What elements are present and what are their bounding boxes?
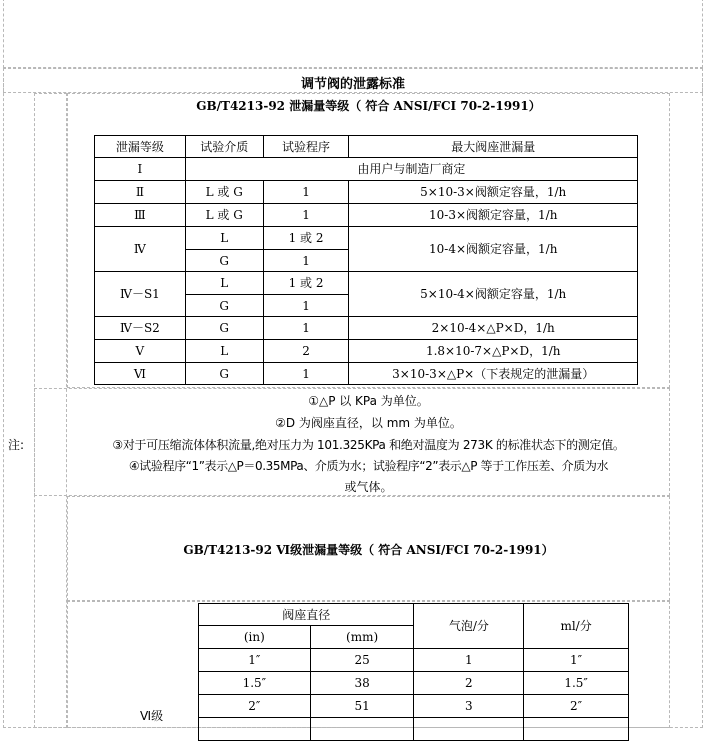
bubbles-cell: 2 (414, 672, 524, 695)
empty-cell (414, 718, 524, 741)
procedure-cell: 1 或 2 (263, 227, 349, 250)
note-line: ③对于可压缩流体体积流量,绝对压力为 101.325KPa 和绝对温度为 273K 的标准状态下的测定值。 (112, 438, 625, 452)
ml-cell: 1″ (524, 649, 629, 672)
medium-cell: L (185, 340, 263, 363)
note-line: ②D 为阀座直径，以 mm 为单位。 (275, 416, 462, 430)
table-row-partial (199, 718, 629, 741)
table-row (95, 204, 638, 227)
leak-class-cell: Ⅳ－S2 (95, 317, 186, 340)
header-ml-per-min: ml/分 (524, 604, 629, 649)
diameter-mm-cell: 25 (310, 649, 414, 672)
procedure-cell: 1 (263, 295, 349, 317)
medium-cell: L (185, 227, 263, 250)
procedure-cell: 1 (263, 181, 349, 204)
empty-cell (524, 718, 629, 741)
medium-cell: L (185, 272, 263, 295)
leak-class-cell: Ⅴ (95, 340, 186, 363)
bubbles-cell: 1 (414, 649, 524, 672)
header-mm: (mm) (310, 626, 414, 649)
notes-label: 注: (8, 438, 25, 452)
table2-header-row (199, 604, 629, 626)
leak-class-cell: Ⅰ (95, 158, 186, 181)
leak-class-cell: Ⅱ (95, 181, 186, 204)
diameter-in-cell: 2″ (199, 695, 311, 718)
leak-class-cell: Ⅲ (95, 204, 186, 227)
procedure-cell: 1 (263, 317, 349, 340)
empty-cell (310, 718, 414, 741)
ml-cell: 2″ (524, 695, 629, 718)
page-title: 调节阀的泄露标准 (300, 77, 405, 92)
table-row (95, 227, 638, 250)
table-row (95, 340, 638, 363)
medium-cell: G (185, 317, 263, 340)
table-row (95, 272, 638, 295)
leakage-class-table (94, 135, 638, 385)
bubbles-cell: 3 (414, 695, 524, 718)
procedure-cell: 1 (263, 204, 349, 227)
note-line: ①△P 以 KPa 为单位。 (308, 394, 429, 408)
leakage-cell: 1.8×10-7×△P×D，1/h (349, 340, 638, 363)
table-row (199, 672, 629, 695)
leakage-cell: 10-4×阀额定容量，1/h (349, 227, 638, 272)
grade-vi-label: Ⅵ级 (140, 709, 164, 723)
diameter-in-cell: 1″ (199, 649, 311, 672)
leakage-cell: 2×10-4×△P×D，1/h (349, 317, 638, 340)
table2-title: GB/T4213-92 Ⅵ级泄漏量等级（ 符合 ANSI/FCI 70-2-1991） (183, 543, 554, 557)
header-test-medium: 试验介质 (185, 136, 263, 158)
procedure-cell: 2 (263, 340, 349, 363)
header-test-procedure: 试验程序 (263, 136, 349, 158)
table-row (95, 181, 638, 204)
note-line: 或气体。 (344, 480, 393, 494)
diameter-mm-cell: 38 (310, 672, 414, 695)
procedure-cell: 1 或 2 (263, 272, 349, 295)
header-max-seat-leakage: 最大阀座泄漏量 (349, 136, 638, 158)
table-row (95, 158, 638, 181)
empty-cell (199, 718, 311, 741)
table-row (95, 317, 638, 340)
header-in: (in) (199, 626, 311, 649)
leak-class-cell: Ⅳ (95, 227, 186, 272)
medium-cell: G (185, 295, 263, 317)
table1-title: GB/T4213-92 泄漏量等级（ 符合 ANSI/FCI 70-2-1991） (196, 99, 541, 113)
leak-class-cell: Ⅳ－S1 (95, 272, 186, 317)
leak-class-cell: Ⅵ (95, 363, 186, 385)
leakage-note-cell: 由用户与制造厂商定 (185, 158, 637, 181)
class-vi-leakage-table (198, 603, 629, 741)
table-row (199, 695, 629, 718)
medium-cell: G (185, 250, 263, 272)
header-leak-class: 泄漏等级 (95, 136, 186, 158)
diameter-in-cell: 1.5″ (199, 672, 311, 695)
medium-cell: L 或 G (185, 181, 263, 204)
table-row (95, 363, 638, 385)
procedure-cell: 1 (263, 250, 349, 272)
leakage-cell: 3×10-3×△P×（下表规定的泄漏量） (349, 363, 638, 385)
medium-cell: L 或 G (185, 204, 263, 227)
leakage-cell: 5×10-3×阀额定容量，1/h (349, 181, 638, 204)
ml-cell: 1.5″ (524, 672, 629, 695)
diameter-mm-cell: 51 (310, 695, 414, 718)
medium-cell: G (185, 363, 263, 385)
procedure-cell: 1 (263, 363, 349, 385)
table-row (199, 649, 629, 672)
page-border-top (3, 0, 703, 68)
table1-header-row (95, 136, 638, 158)
header-seat-diameter: 阀座直径 (199, 604, 414, 626)
note-line: ④试验程序“1”表示△P＝0.35MPa、介质为水；试验程序“2”表示△P 等于工作压差、介质为水 (128, 459, 609, 473)
header-bubbles-per-min: 气泡/分 (414, 604, 524, 649)
leakage-cell: 10-3×阀额定容量，1/h (349, 204, 638, 227)
leakage-cell: 5×10-4×阀额定容量，1/h (349, 272, 638, 317)
